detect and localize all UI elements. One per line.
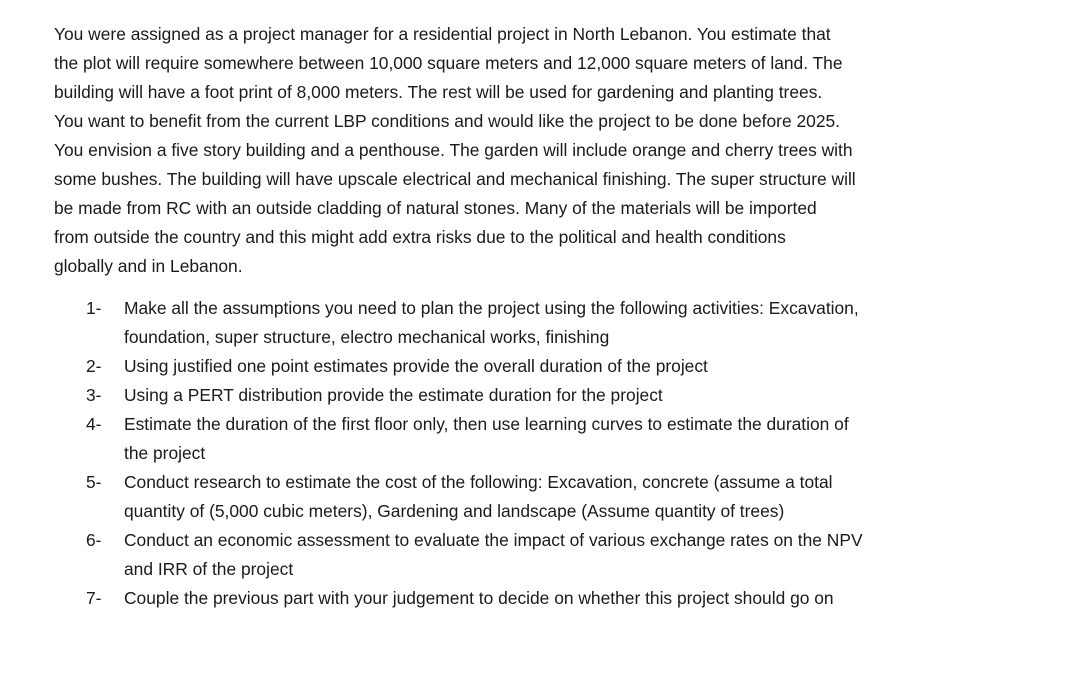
- task-item-5: [86, 468, 1046, 526]
- intro-line: globally and in Lebanon.: [54, 256, 243, 276]
- task-text-line: Conduct an economic assessment to evaluate the impact of various exchange rates on the NPV: [124, 530, 863, 550]
- task-number: 2-: [86, 356, 102, 376]
- task-number: 6-: [86, 530, 102, 550]
- intro-line: be made from RC with an outside cladding of natural stones. Many of the materials will be imported: [54, 198, 817, 218]
- task-number: 5-: [86, 472, 102, 492]
- task-number: 1-: [86, 298, 102, 318]
- task-number: 4-: [86, 414, 102, 434]
- task-text-line: Couple the previous part with your judgement to decide on whether this project should go on: [124, 588, 834, 608]
- intro-line: You envision a five story building and a penthouse. The garden will include orange and cherry trees with: [54, 140, 853, 160]
- intro-line: You want to benefit from the current LBP conditions and would like the project to be done before 2025.: [54, 111, 840, 131]
- task-text-line: Using justified one point estimates provide the overall duration of the project: [124, 356, 708, 376]
- intro-line: some bushes. The building will have upscale electrical and mechanical finishing. The super structure will: [54, 169, 856, 189]
- task-text-line: the project: [124, 443, 206, 463]
- task-item-2: [86, 352, 1046, 381]
- intro-paragraph: [54, 20, 1044, 281]
- task-text-line: Make all the assumptions you need to plan the project using the following activities: Excavation,: [124, 298, 859, 318]
- task-text-line: and IRR of the project: [124, 559, 294, 579]
- task-item-4: [86, 410, 1046, 468]
- task-number: 7-: [86, 588, 102, 608]
- intro-line: from outside the country and this might add extra risks due to the political and health conditions: [54, 227, 786, 247]
- task-text-line: quantity of (5,000 cubic meters), Gardening and landscape (Assume quantity of trees): [124, 501, 785, 521]
- intro-line: the plot will require somewhere between 10,000 square meters and 12,000 square meters of land. The: [54, 53, 843, 73]
- task-list: [86, 294, 1046, 613]
- task-number: 3-: [86, 385, 102, 405]
- task-text-line: Conduct research to estimate the cost of the following: Excavation, concrete (assume a total: [124, 472, 833, 492]
- intro-line: building will have a foot print of 8,000 meters. The rest will be used for gardening and planting trees.: [54, 82, 823, 102]
- task-item-1: [86, 294, 1046, 352]
- task-item-3: [86, 381, 1046, 410]
- task-item-6: [86, 526, 1046, 584]
- intro-line: You were assigned as a project manager for a residential project in North Lebanon. You estimate that: [54, 24, 831, 44]
- task-item-7: [86, 584, 1046, 613]
- task-text-line: foundation, super structure, electro mechanical works, finishing: [124, 327, 610, 347]
- task-text-line: Estimate the duration of the first floor only, then use learning curves to estimate the duration of: [124, 414, 849, 434]
- task-text-line: Using a PERT distribution provide the estimate duration for the project: [124, 385, 663, 405]
